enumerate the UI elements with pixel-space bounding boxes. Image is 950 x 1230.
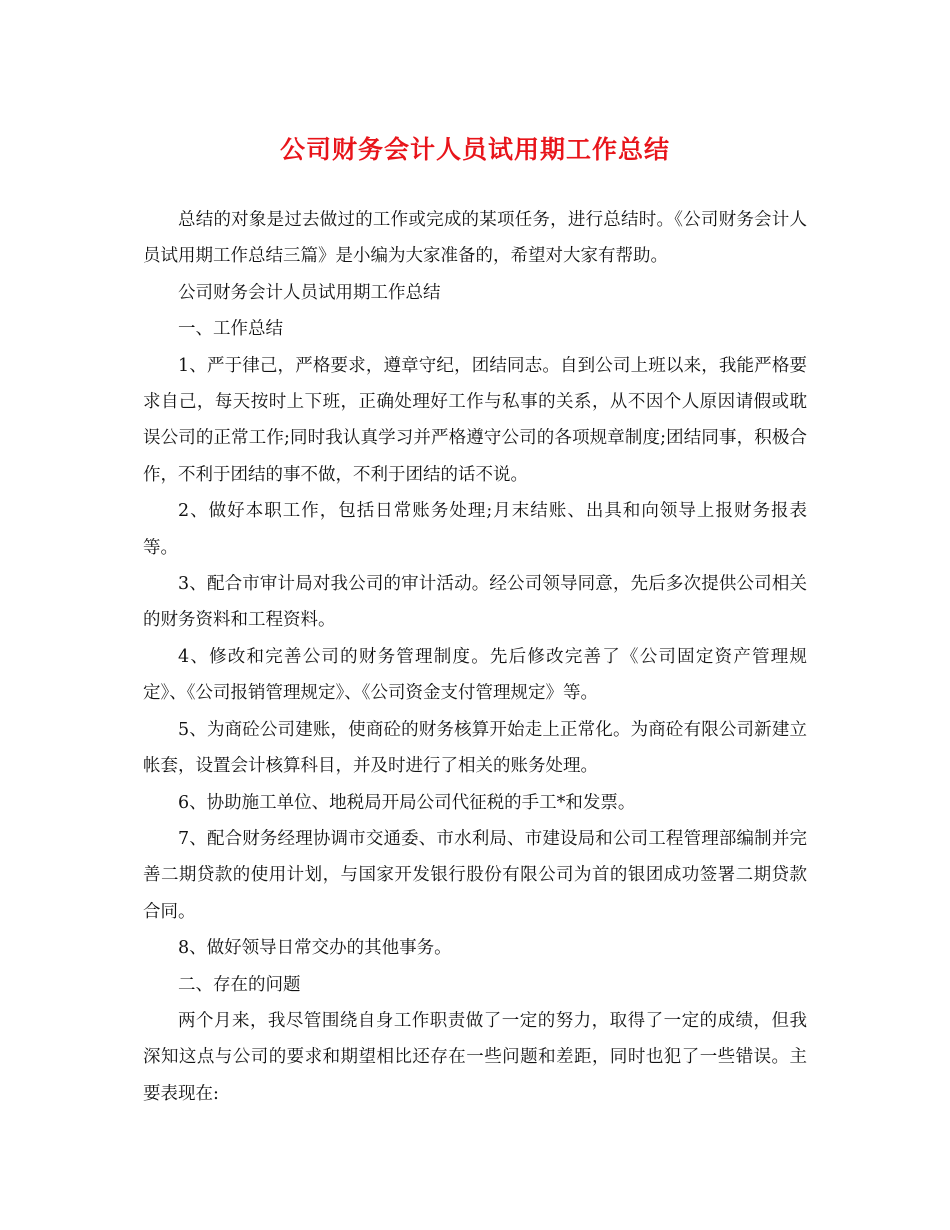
document-body	[143, 202, 807, 1112]
document-title: 公司财务会计人员试用期工作总结	[279, 135, 670, 164]
paragraph-intro: 总结的对象是过去做过的工作或完成的某项任务，进行总结时。《公司财务会计人员试用期工作总结三篇》是小编为大家准备的，希望对大家有帮助。	[143, 210, 807, 267]
paragraph-item-1: 1、严于律己，严格要求，遵章守纪，团结同志。自到公司上班以来，我能严格要求自己，每天按时上下班，正确处理好工作与私事的关系，从不因个人原因请假或耽误公司的正常工作;同时我认真学习并严格遵守公司的各项规章制度;团结同事，积极合作，不利于团结的事不做，不利于团结的话不说。	[143, 355, 807, 485]
section-heading-problems: 二、存在的问题	[178, 974, 301, 995]
paragraph-subtitle: 公司财务会计人员试用期工作总结	[178, 282, 441, 303]
paragraph-item-4: 4、修改和完善公司的财务管理制度。先后修改完善了《公司固定资产管理规定》、《公司报销管理规定》、《公司资金支付管理规定》等。	[143, 646, 807, 704]
paragraph-item-5: 5、为商砼公司建账，使商砼的财务核算开始走上正常化。为商砼有限公司新建立帐套，设置会计核算科目，并及时进行了相关的账务处理。	[143, 719, 807, 777]
paragraph-item-7: 7、配合财务经理协调市交通委、市水利局、市建设局和公司工程管理部编制并完善二期贷款的使用计划，与国家开发银行股份有限公司为首的银团成功签署二期贷款合同。	[143, 828, 807, 922]
section-heading-work-summary: 一、工作总结	[178, 319, 283, 340]
paragraph-item-3: 3、配合市审计局对我公司的审计活动。经公司领导同意，先后多次提供公司相关的财务资料和工程资料。	[143, 574, 807, 631]
paragraph-item-2: 2、做好本职工作，包括日常账务处理;月末结账、出具和向领导上报财务报表等。	[143, 501, 807, 558]
paragraph-item-6: 6、协助施工单位、地税局开局公司代征税的手工*和发票。	[178, 792, 636, 813]
paragraph-problems: 两个月来，我尽管围绕自身工作职责做了一定的努力，取得了一定的成绩，但我深知这点与公司的要求和期望相比还存在一些问题和差距，同时也犯了一些错误。主要表现在:	[143, 1010, 807, 1104]
paragraph-item-8: 8、做好领导日常交办的其他事务。	[178, 938, 452, 959]
